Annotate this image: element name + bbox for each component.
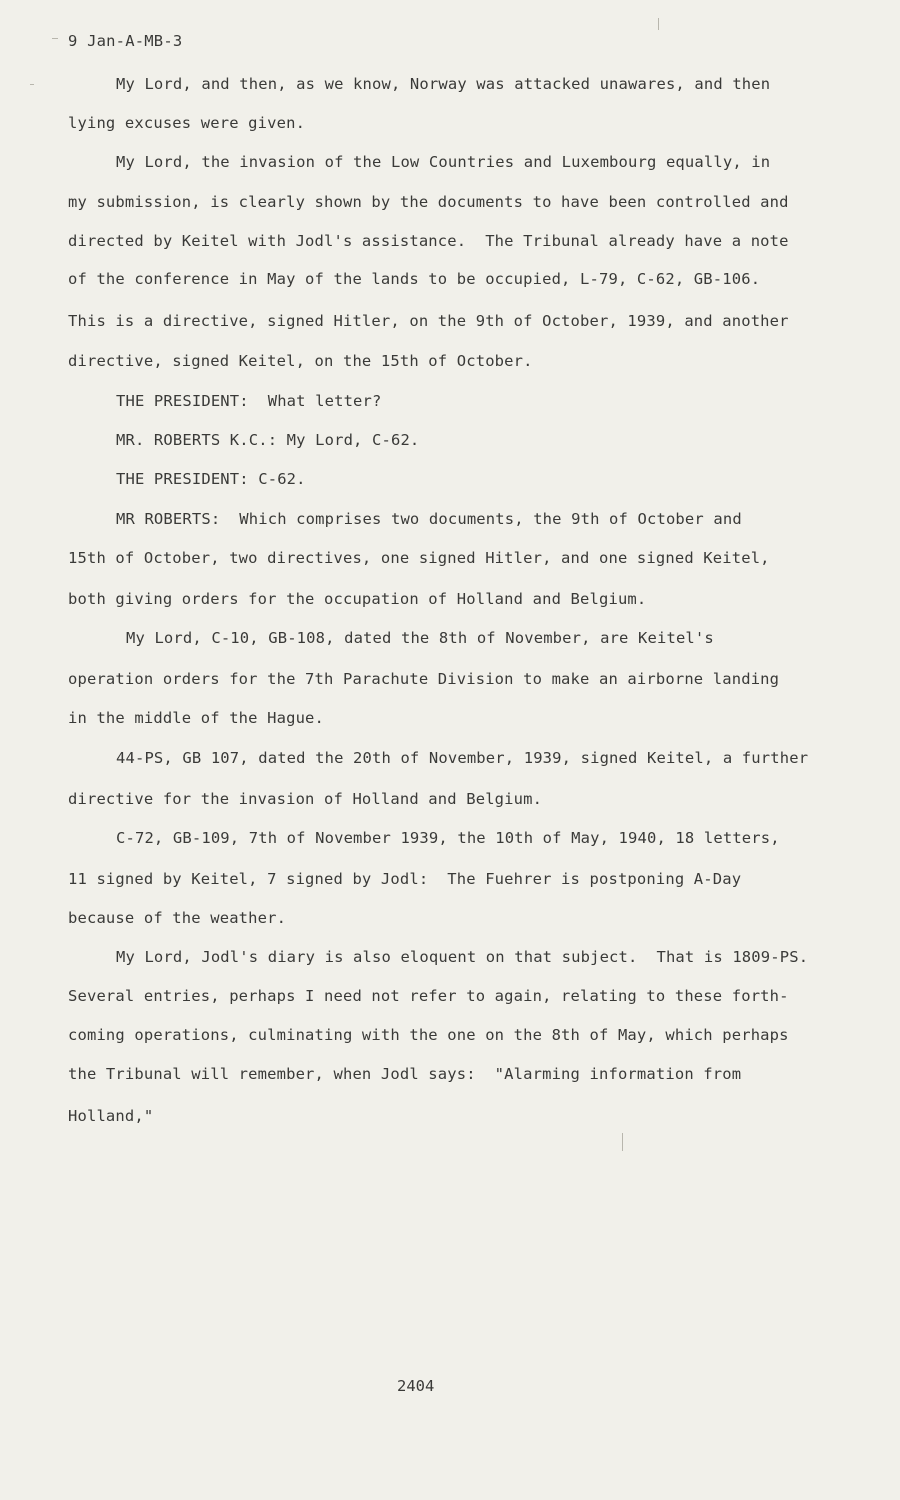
- text-line: directive for the invasion of Holland and Belgium.: [68, 790, 543, 808]
- margin-tick: [52, 38, 58, 39]
- text-line: 44-PS, GB 107, dated the 20th of November, 1939, signed Keitel, a further: [116, 749, 809, 767]
- text-line: This is a directive, signed Hitler, on the 9th of October, 1939, and another: [68, 312, 789, 330]
- text-line: MR ROBERTS: Which comprises two documents, the 9th of October and: [116, 510, 742, 528]
- text-line: both giving orders for the occupation of Holland and Belgium.: [68, 590, 647, 608]
- text-line: MR. ROBERTS K.C.: My Lord, C-62.: [116, 431, 420, 449]
- text-line: directive, signed Keitel, on the 15th of October.: [68, 352, 533, 370]
- text-line: THE PRESIDENT: C-62.: [116, 470, 306, 488]
- text-line: the Tribunal will remember, when Jodl says: "Alarming information from: [68, 1065, 742, 1083]
- text-line: in the middle of the Hague.: [68, 709, 325, 727]
- page-number: 2404: [397, 1377, 435, 1395]
- margin-mark: [622, 1133, 623, 1151]
- text-line: C-72, GB-109, 7th of November 1939, the 10th of May, 1940, 18 letters,: [116, 829, 780, 847]
- text-line: My Lord, C-10, GB-108, dated the 8th of November, are Keitel's: [126, 629, 714, 647]
- text-line: coming operations, culminating with the one on the 8th of May, which perhaps: [68, 1026, 789, 1044]
- text-line: My Lord, the invasion of the Low Countries and Luxembourg equally, in: [116, 153, 771, 171]
- text-line: because of the weather.: [68, 909, 287, 927]
- text-line: My Lord, Jodl's diary is also eloquent on that subject. That is 1809-PS.: [116, 948, 809, 966]
- margin-mark: [658, 18, 659, 30]
- text-line: 15th of October, two directives, one signed Hitler, and one signed Keitel,: [68, 549, 770, 567]
- text-line: my submission, is clearly shown by the documents to have been controlled and: [68, 193, 789, 211]
- text-line: My Lord, and then, as we know, Norway was attacked unawares, and then: [116, 75, 771, 93]
- text-line: Holland,": [68, 1107, 154, 1125]
- text-line: of the conference in May of the lands to be occupied, L-79, C-62, GB-106.: [68, 270, 761, 288]
- margin-tick: [30, 84, 34, 85]
- document-header: 9 Jan-A-MB-3: [68, 32, 183, 50]
- text-line: lying excuses were given.: [68, 114, 306, 132]
- text-line: operation orders for the 7th Parachute Division to make an airborne landing: [68, 670, 780, 688]
- text-line: directed by Keitel with Jodl's assistance. The Tribunal already have a note: [68, 232, 789, 250]
- text-line: 11 signed by Keitel, 7 signed by Jodl: The Fuehrer is postponing A-Day: [68, 870, 742, 888]
- text-line: THE PRESIDENT: What letter?: [116, 392, 382, 410]
- text-line: Several entries, perhaps I need not refer to again, relating to these forth-: [68, 987, 789, 1005]
